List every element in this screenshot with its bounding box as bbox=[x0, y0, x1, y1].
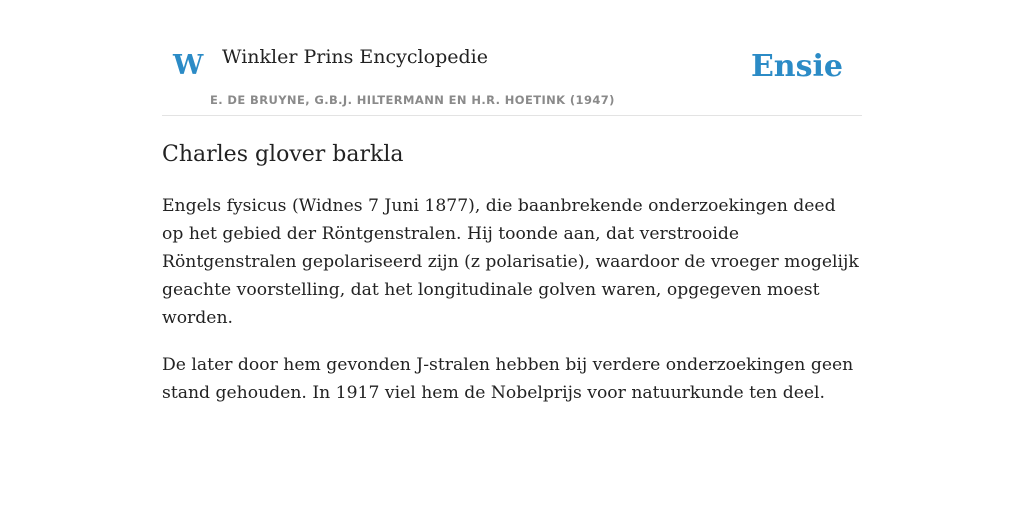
encyclopedia-header bbox=[162, 0, 862, 116]
winkler-prins-logo[interactable]: W bbox=[173, 50, 204, 81]
ensie-logo[interactable]: Ensie bbox=[750, 49, 843, 84]
article-paragraph: De later door hem gevonden J-stralen hebben bij verdere onderzoekingen geen stand gehouden. In 1917 viel hem de Nobelprijs voor natuurkunde ten deel. bbox=[162, 354, 854, 403]
encyclopedia-title[interactable]: Winkler Prins Encyclopedie bbox=[222, 46, 488, 68]
article-title: Charles glover barkla bbox=[162, 142, 404, 167]
article-paragraph: Engels fysicus (Widnes 7 Juni 1877), die baanbrekende onderzoekingen deed op het gebied der Röntgenstralen. Hij toonde aan, dat verstrooide Röntgenstralen gepolariseerd zijn (z polarisatie), waardoor de vroeger mogelijk geachte voorstelling, dat het longitudinale golven waren, opgegeven moest worden. bbox=[162, 195, 859, 328]
encyclopedia-authors: E. DE BRUYNE, G.B.J. HILTERMANN EN H.R. HOETINK (1947) bbox=[210, 93, 615, 107]
page bbox=[162, 0, 862, 407]
